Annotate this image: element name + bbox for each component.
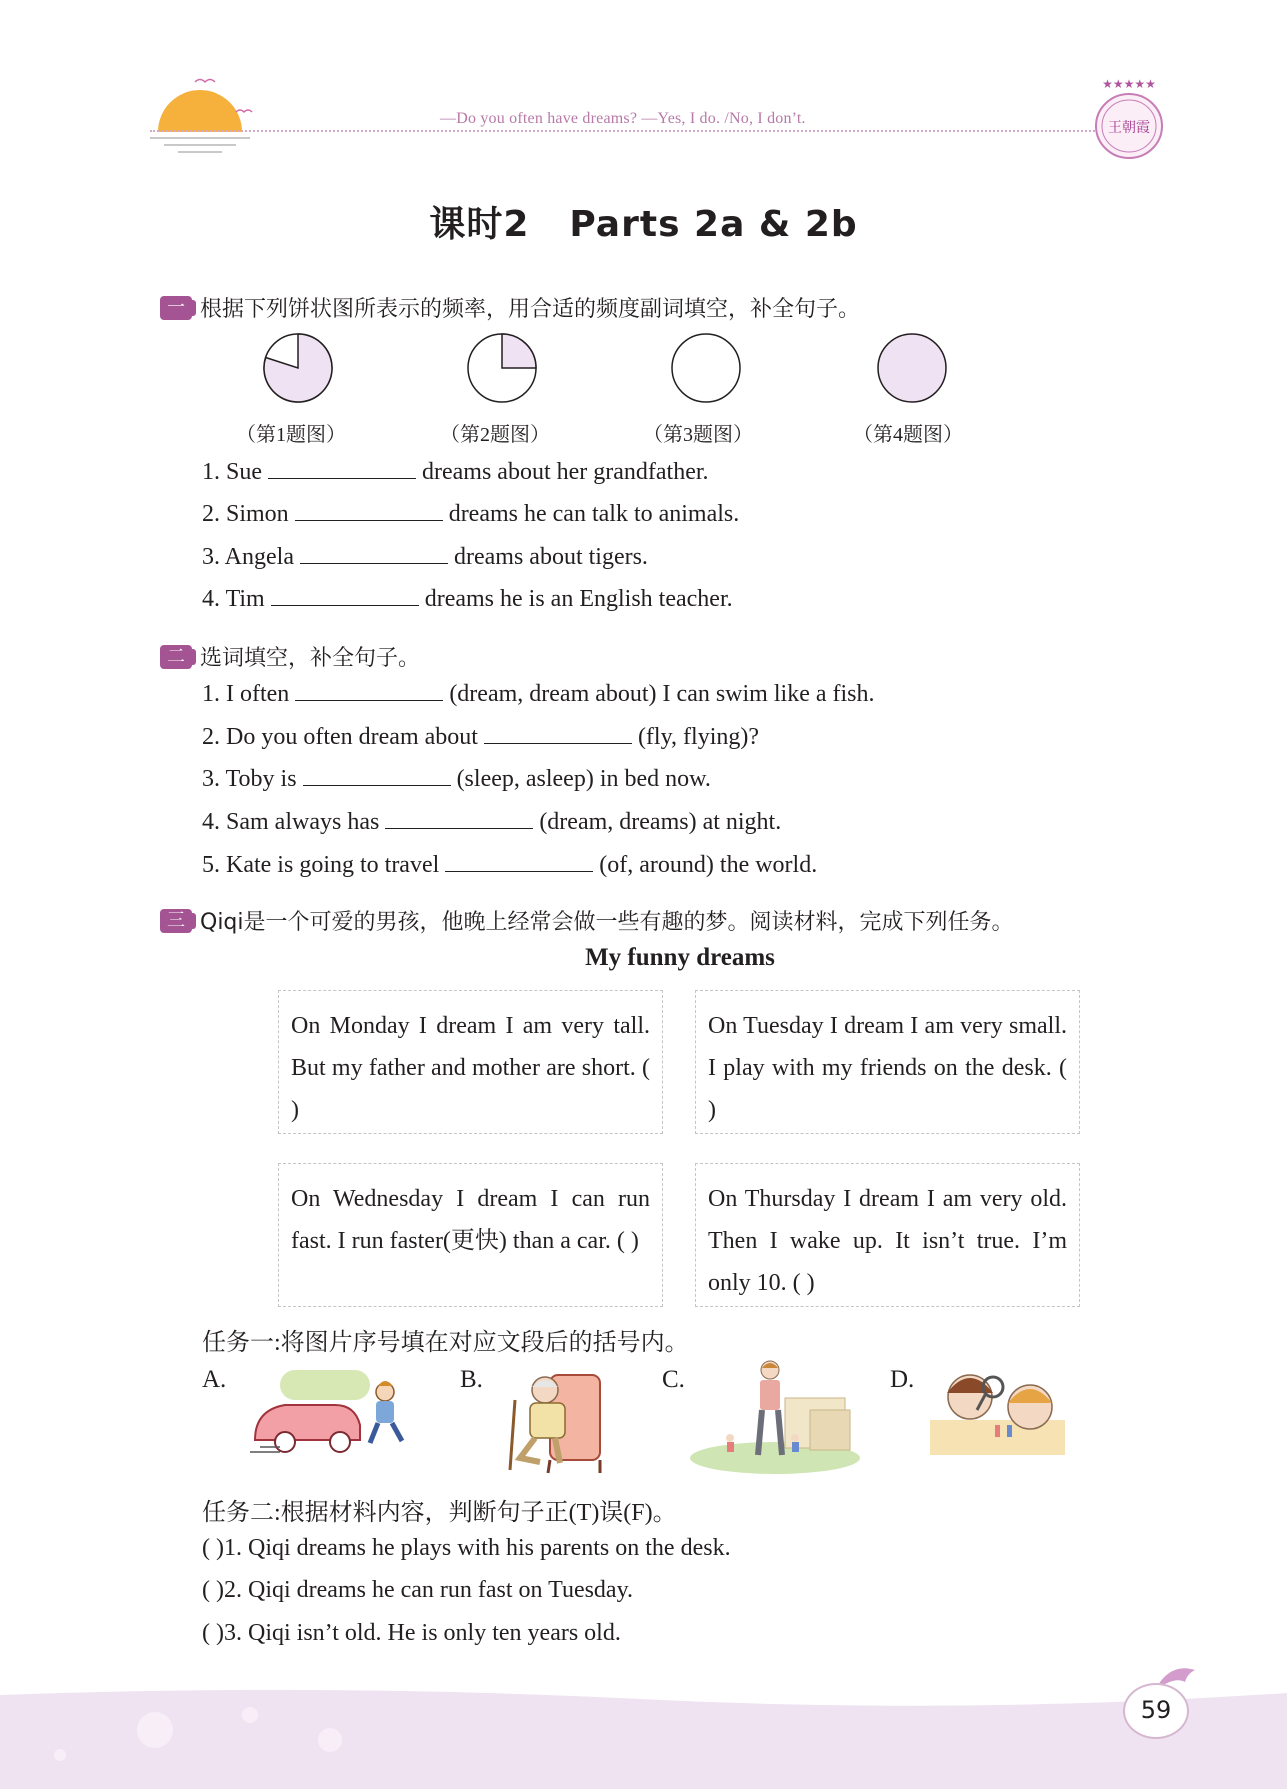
answer-blank[interactable] bbox=[445, 851, 593, 872]
pie-3-outline bbox=[672, 334, 740, 402]
picture-label-c: C. bbox=[662, 1366, 685, 1393]
old-man-in-chair-illustration bbox=[490, 1365, 615, 1475]
kids-with-magnifier-illustration bbox=[925, 1365, 1070, 1460]
pie-caption-4: （第4题图） bbox=[853, 424, 963, 446]
header-divider bbox=[150, 130, 1095, 132]
footer-wave-band bbox=[0, 1685, 1287, 1789]
answer-blank[interactable] bbox=[271, 585, 419, 606]
s1-item-3: 3. Angela dreams about tigers. bbox=[202, 544, 648, 570]
sunset-icon bbox=[140, 60, 260, 155]
task-1-instruction: 任务一:将图片序号填在对应文段后的括号内。 bbox=[202, 1330, 689, 1356]
section-1-heading bbox=[160, 292, 860, 323]
page-number: 59 bbox=[1123, 1683, 1189, 1739]
section-1-instruction: 根据下列饼状图所表示的频率，用合适的频度副词填空，补全句子。 bbox=[200, 297, 861, 322]
section-2-instruction: 选词填空，补全句子。 bbox=[200, 646, 421, 671]
section-2-heading bbox=[160, 641, 420, 672]
picture-label-b: B. bbox=[460, 1366, 483, 1393]
passage-box-tuesday: On Tuesday I dream I am very small. I play with my friends on the desk. ( ) bbox=[695, 990, 1080, 1134]
answer-blank[interactable] bbox=[295, 680, 443, 701]
picture-label-a: A. bbox=[202, 1366, 227, 1393]
s1-item-4: 4. Tim dreams he is an English teacher. bbox=[202, 586, 733, 612]
s2-item-4: 4. Sam always has (dream, dreams) at night. bbox=[202, 809, 782, 835]
lesson-parts: Parts 2a & 2b bbox=[569, 204, 858, 245]
lesson-number: 课时2 bbox=[429, 204, 530, 245]
answer-blank[interactable] bbox=[385, 808, 533, 829]
pie-caption-3: （第3题图） bbox=[643, 424, 753, 446]
s2-item-1: 1. I often (dream, dream about) I can swim like a fish. bbox=[202, 681, 875, 707]
s2-item-2: 2. Do you often dream about (fly, flying)? bbox=[202, 724, 760, 750]
judgement-3: ( )3. Qiqi isn’t old. He is only ten years old. bbox=[202, 1620, 621, 1646]
section-3-heading bbox=[160, 905, 1014, 936]
publisher-seal-icon bbox=[1088, 76, 1170, 164]
boy-racing-car-illustration bbox=[250, 1370, 410, 1455]
judgement-2: ( )2. Qiqi dreams he can run fast on Tuesday. bbox=[202, 1577, 634, 1603]
section-1-badge: 一 bbox=[160, 296, 192, 320]
passage-box-monday: On Monday I dream I am very tall. But my father and mother are short. ( ) bbox=[278, 990, 663, 1134]
s1-item-2: 2. Simon dreams he can talk to animals. bbox=[202, 501, 740, 527]
answer-blank[interactable] bbox=[303, 765, 451, 786]
answer-blank[interactable] bbox=[295, 500, 443, 521]
lesson-title bbox=[0, 196, 1287, 247]
s2-item-5: 5. Kate is going to travel (of, around) the world. bbox=[202, 852, 818, 878]
answer-blank[interactable] bbox=[300, 543, 448, 564]
s1-item-1: 1. Sue dreams about her grandfather. bbox=[202, 459, 709, 485]
pie-caption-2: （第2题图） bbox=[440, 424, 550, 446]
svg-text:王朝霞: 王朝霞 bbox=[1108, 120, 1150, 136]
pie-caption-1: （第1题图） bbox=[236, 424, 346, 446]
section-3-instruction: Qiqi是一个可爱的男孩，他晚上经常会做一些有趣的梦。阅读材料，完成下列任务。 bbox=[200, 910, 1014, 935]
passage-title: My funny dreams bbox=[585, 944, 775, 971]
s2-item-3: 3. Toby is (sleep, asleep) in bed now. bbox=[202, 766, 711, 792]
svg-text:★★★★★: ★★★★★ bbox=[1102, 77, 1156, 91]
section-3-badge: 三 bbox=[160, 909, 192, 933]
passage-box-thursday: On Thursday I dream I am very old. Then I wake up. It isn’t true. I’m only 10. ( ) bbox=[695, 1163, 1080, 1307]
pie-4-outline bbox=[878, 334, 946, 402]
picture-label-d: D. bbox=[890, 1366, 915, 1393]
judgement-1: ( )1. Qiqi dreams he plays with his parents on the desk. bbox=[202, 1535, 731, 1561]
frequency-pie-charts bbox=[220, 330, 1040, 410]
answer-blank[interactable] bbox=[484, 723, 632, 744]
passage-box-wednesday: On Wednesday I dream I can run fast. I run faster(更快) than a car. ( ) bbox=[278, 1163, 663, 1307]
tall-boy-small-parents-illustration bbox=[690, 1360, 860, 1475]
header-tagline: —Do you often have dreams? —Yes, I do. /No, I don’t. bbox=[440, 110, 806, 127]
pie-2-slice bbox=[502, 334, 536, 368]
answer-blank[interactable] bbox=[268, 458, 416, 479]
section-2-badge: 二 bbox=[160, 645, 192, 669]
task-2-instruction: 任务二:根据材料内容，判断句子正(T)误(F)。 bbox=[202, 1500, 677, 1526]
